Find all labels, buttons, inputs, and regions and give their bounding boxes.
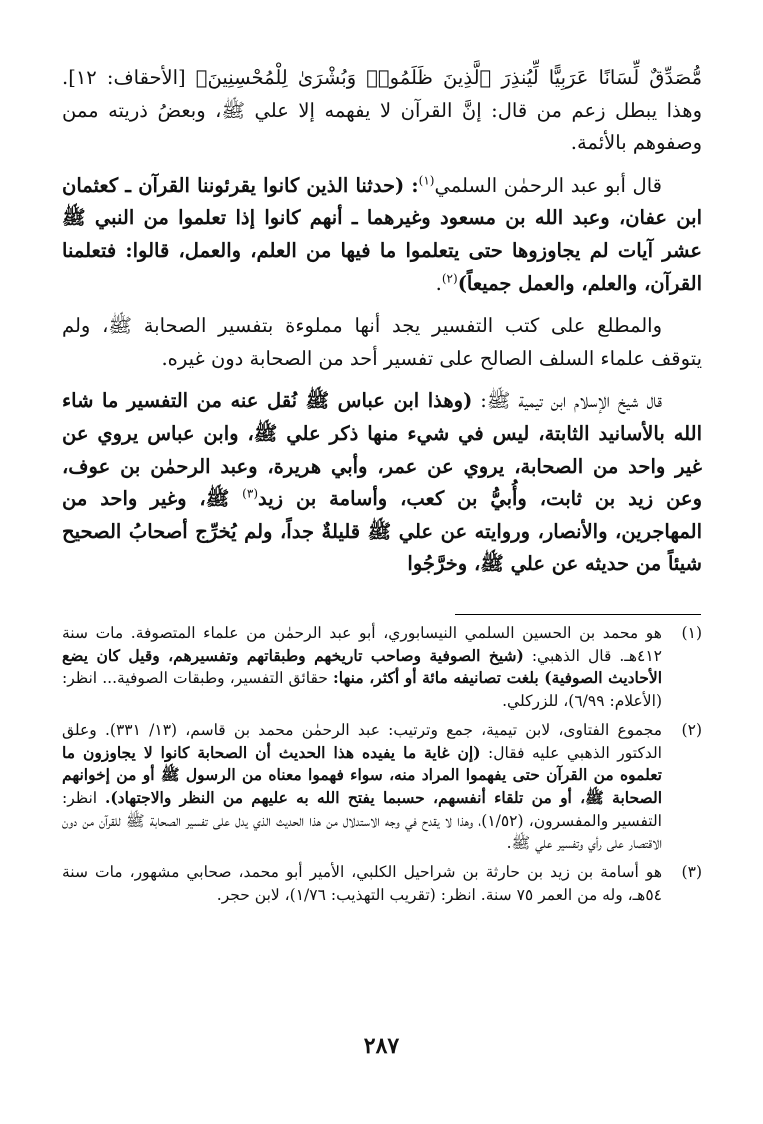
- footnote-2: [62, 719, 702, 855]
- footnote-text-a: هو أسامة بن زيد بن حارثة بن شراحيل الكلبي، الأمير أبو محمد، صحابي مشهور، مات سنة ٥٤هـ، وله من العمر ٧٥ سنة. انظر: (تقريب التهذيب: ١/٧٦)، لابن حجر.: [62, 863, 662, 904]
- footnote-number: (٢): [681, 720, 702, 739]
- footnote-text-bold: (إن غاية ما يفيده هذا الحديث أن الصحابة كانوا لا يجاوزون ما تعلموه من القرآن حتى يفهموا المراد منه، سواء فهموا معناه من الرسول ﷺ أو من إخوانهم الصحابة ﷺ، أو من تلقاء أنفسهم، حسبما يفتح الله به عليهم من النظر والاجتهاد).: [62, 742, 663, 807]
- quran-verse: مُّصَدِّقٌ لِّسَانًا عَرَبِيًّا لِّيُنذِرَ ٱلَّذِينَ ظَلَمُوا۟ وَبُشْرَىٰ لِلْمُحْسِنِينَ﴾: [195, 66, 703, 89]
- paragraph-4-quote: (وهذا ابن عباس ﷺ نُقل عنه من التفسير ما شاء الله بالأسانيد الثابتة، ليس في شيء منها ذكر علي ﷺ، وابن عباس يروي عن غير واحد من الصحابة، يروي عن عمر، وأبي هريرة، وعبد الرحمٰن بن عوف، وعن زيد بن ثابت، وأُبيُّ بن كعب، وأسامة بن زيد: [62, 389, 702, 511]
- paragraph-2: [62, 170, 702, 300]
- paragraph-3: والمطلع على كتب التفسير يجد أنها مملوءة بتفسير الصحابة ﷺ، ولم يتوقف علماء السلف الصالح على تفسير أحد من الصحابة دون غيره.: [62, 314, 702, 370]
- footnote-separator: [455, 614, 701, 615]
- paragraph-4-intro: قال شيخ الإسلام ابن تيمية ﷺ:: [472, 389, 662, 413]
- footnote-ref-3[interactable]: (٣): [242, 486, 258, 501]
- footnote-number: (٣): [681, 863, 702, 882]
- paragraph-2-end: .: [435, 271, 442, 295]
- paragraph-1-text: [الأحقاف: ١٢]. وهذا يبطل زعم من قال: إنَّ القرآن لا يفهمه إلا علي ﷺ، وبعضُ ذريته ممن وصفوهم بالأئمة.: [62, 66, 702, 155]
- footnote-text: [62, 622, 662, 713]
- footnote-text-bold: (شيخ الصوفية وصاحب تاريخهم وطبقاتهم وتفسيرهم، وقيل كان يضع الأحاديث الصوفية) بلغت تصانيفه مائة أو أكثر، منها:: [62, 645, 662, 688]
- footnote-ref-1[interactable]: (١): [418, 173, 435, 188]
- paragraph-1: [62, 62, 702, 160]
- footnotes: [62, 622, 702, 912]
- paragraph-2-intro: قال أبو عبد الرحمٰن السلمي: [434, 173, 662, 197]
- footnote-3: [62, 861, 702, 906]
- footnote-ref-2[interactable]: (٢): [441, 271, 458, 286]
- footnote-number: (١): [681, 624, 702, 642]
- main-text: [62, 62, 702, 581]
- paragraph-2-quote: : (حدثنا الذين كانوا يقرئوننا القرآن ـ كعثمان ابن عفان، وعبد الله بن مسعود وغيرهما ـ أنهم كانوا إذا تعلموا من النبي ﷺ عشر آيات لم يجاوزوها حتى يتعلموا ما فيها من العلم، والعمل، قالوا: فتعلمنا القرآن، والعلم، والعمل جميعاً): [62, 173, 702, 295]
- footnote-text: [62, 861, 662, 906]
- paragraph-4-quote-cont: ﷺ، وغير واحد من المهاجرين، والأنصار، وروايته عن علي ﷺ قليلةٌ جداً، ولم يُخرِّج أصحابُ الصحيح شيئاً من حديثه عن علي ﷺ، وخرَّجُوا: [62, 487, 702, 576]
- paragraph-4: [62, 385, 702, 581]
- footnote-text-a: مجموع الفتاوى، لابن تيمية، جمع وترتيب: عبد الرحمٰن محمد بن قاسم، (١٣/ ٣٣١). وعلق الدكتور الذهبي عليه فقال:: [62, 720, 662, 762]
- footnote-text: [62, 719, 662, 855]
- footnote-text-b: انظر: التفسير والمفسرون، (١/٥٢)، وهذا لا يقدح في وجه الاستدلال من هذا الحديث الذي يدل على تفسير الصحابة ﷺ للقرآن من دون الاقتصار على رأي وتفسير علي ﷺ.: [62, 788, 662, 853]
- footnote-text-b: حقائق التفسير، وطبقات الصوفية... انظر: (الأعلام: ٦/٩٩)، للزركلي.: [62, 669, 662, 711]
- page-number: ٢٨٧: [363, 1033, 400, 1059]
- footnote-text-a: هو محمد بن الحسين السلمي النيسابوري، أبو عبد الرحمٰن من علماء المتصوفة. مات سنة ٤١٢هـ. قال الذهبي:: [62, 624, 662, 665]
- footnote-1: [62, 622, 702, 713]
